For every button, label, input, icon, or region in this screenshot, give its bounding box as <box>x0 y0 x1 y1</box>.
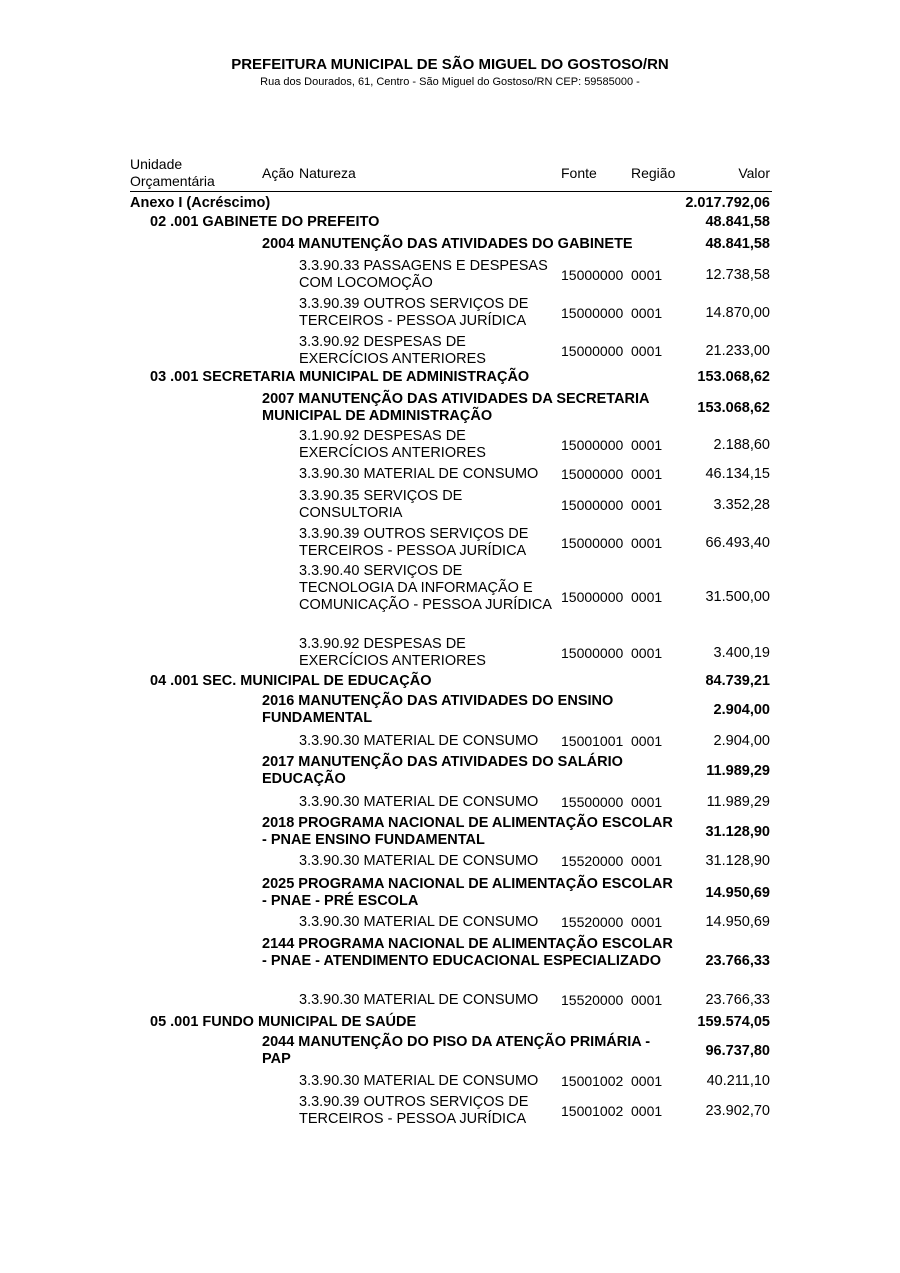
fonte-value: 15001001 <box>561 733 624 749</box>
regiao-value: 0001 <box>631 304 663 321</box>
unidade-label: 03 .001 SECRETARIA MUNICIPAL DE ADMINISTRAÇÃO <box>150 369 530 385</box>
fonte-value: 15000000 <box>561 342 624 359</box>
fonte-value: 15000000 <box>561 466 624 482</box>
fonte-value: 15000000 <box>561 304 624 321</box>
regiao-value: 0001 <box>631 794 663 810</box>
fonte-value: 15000000 <box>561 266 624 283</box>
fonte-value: 15000000 <box>561 534 624 551</box>
valor-value: 23.766,33 <box>705 992 770 1008</box>
regiao-value: 0001 <box>631 534 663 551</box>
column-header-fonte: Fonte <box>561 165 597 181</box>
valor-value: 3.400,19 <box>713 644 770 661</box>
valor-value: 2.017.792,06 <box>685 195 770 211</box>
acao-label: 2018 PROGRAMA NACIONAL DE ALIMENTAÇÃO ESCOLAR - PNAE ENSINO FUNDAMENTAL <box>262 815 673 848</box>
regiao-value: 0001 <box>631 853 663 869</box>
annex-label: Anexo I (Acréscimo) <box>130 195 271 211</box>
fonte-value: 15520000 <box>561 914 624 930</box>
column-header-valor: Valor <box>738 165 770 181</box>
fonte-value: 15520000 <box>561 853 624 869</box>
natureza-label: 3.3.90.39 OUTROS SERVIÇOS DE TERCEIROS - PESSOA JURÍDICA <box>299 526 529 559</box>
natureza-label: 3.3.90.30 MATERIAL DE CONSUMO <box>299 1073 539 1089</box>
valor-value: 48.841,58 <box>705 214 770 230</box>
natureza-label: 3.3.90.40 SERVIÇOS DE TECNOLOGIA DA INFORMAÇÃO E COMUNICAÇÃO - PESSOA JURÍDICA <box>299 563 552 613</box>
fonte-value: 15000000 <box>561 496 624 513</box>
column-header-regiao: Região <box>631 165 676 181</box>
valor-value: 14.950,69 <box>705 914 770 930</box>
acao-label: 2017 MANUTENÇÃO DAS ATIVIDADES DO SALÁRIO EDUCAÇÃO <box>262 754 623 787</box>
natureza-label: 3.3.90.30 MATERIAL DE CONSUMO <box>299 914 539 930</box>
regiao-value: 0001 <box>631 1073 663 1089</box>
regiao-value: 0001 <box>631 466 663 482</box>
fonte-value: 15000000 <box>561 644 624 661</box>
valor-value: 2.904,00 <box>713 733 770 749</box>
valor-value: 84.739,21 <box>705 673 770 689</box>
regiao-value: 0001 <box>631 1102 663 1119</box>
valor-value: 46.134,15 <box>705 466 770 482</box>
natureza-label: 3.3.90.35 SERVIÇOS DE CONSULTORIA <box>299 488 463 521</box>
regiao-value: 0001 <box>631 266 663 283</box>
regiao-value: 0001 <box>631 733 663 749</box>
regiao-value: 0001 <box>631 992 663 1008</box>
natureza-label: 3.1.90.92 DESPESAS DE EXERCÍCIOS ANTERIORES <box>299 428 486 461</box>
regiao-value: 0001 <box>631 342 663 359</box>
natureza-label: 3.3.90.39 OUTROS SERVIÇOS DE TERCEIROS - PESSOA JURÍDICA <box>299 296 529 329</box>
column-header-natureza: Natureza <box>299 165 356 181</box>
header-divider <box>130 191 772 192</box>
fonte-value: 15000000 <box>561 436 624 453</box>
fonte-value: 15001002 <box>561 1102 624 1119</box>
natureza-label: 3.3.90.30 MATERIAL DE CONSUMO <box>299 466 539 482</box>
acao-label: 2007 MANUTENÇÃO DAS ATIVIDADES DA SECRETARIA MUNICIPAL DE ADMINISTRAÇÃO <box>262 391 649 424</box>
unidade-label: 05 .001 FUNDO MUNICIPAL DE SAÚDE <box>150 1014 417 1030</box>
valor-value: 11.989,29 <box>706 794 770 810</box>
valor-value: 31.128,90 <box>705 823 770 840</box>
natureza-label: 3.3.90.39 OUTROS SERVIÇOS DE TERCEIROS - PESSOA JURÍDICA <box>299 1094 529 1127</box>
fonte-value: 15500000 <box>561 794 624 810</box>
valor-value: 31.128,90 <box>705 853 770 869</box>
column-header-unidade-line2: Orçamentária <box>130 173 215 189</box>
natureza-label: 3.3.90.92 DESPESAS DE EXERCÍCIOS ANTERIORES <box>299 636 486 669</box>
regiao-value: 0001 <box>631 436 663 453</box>
natureza-label: 3.3.90.30 MATERIAL DE CONSUMO <box>299 733 539 749</box>
natureza-label: 3.3.90.30 MATERIAL DE CONSUMO <box>299 794 539 810</box>
acao-label: 2025 PROGRAMA NACIONAL DE ALIMENTAÇÃO ESCOLAR - PNAE - PRÉ ESCOLA <box>262 876 673 909</box>
valor-value: 66.493,40 <box>705 534 770 551</box>
valor-value: 14.870,00 <box>705 304 770 321</box>
valor-value: 23.766,33 <box>705 953 770 969</box>
page-title: PREFEITURA MUNICIPAL DE SÃO MIGUEL DO GOSTOSO/RN <box>231 56 669 73</box>
valor-value: 3.352,28 <box>713 496 770 513</box>
column-header-acao: Ação <box>262 165 294 181</box>
valor-value: 11.989,29 <box>706 762 770 779</box>
valor-value: 23.902,70 <box>705 1102 770 1119</box>
regiao-value: 0001 <box>631 914 663 930</box>
valor-value: 153.068,62 <box>697 369 770 385</box>
column-header-unidade-line1: Unidade <box>130 156 183 172</box>
natureza-label: 3.3.90.30 MATERIAL DE CONSUMO <box>299 992 539 1008</box>
fonte-value: 15000000 <box>561 588 624 605</box>
regiao-value: 0001 <box>631 496 663 513</box>
valor-value: 14.950,69 <box>705 884 770 901</box>
acao-label: 2004 MANUTENÇÃO DAS ATIVIDADES DO GABINETE <box>262 236 633 252</box>
natureza-label: 3.3.90.92 DESPESAS DE EXERCÍCIOS ANTERIORES <box>299 334 486 367</box>
valor-value: 31.500,00 <box>705 588 770 605</box>
regiao-value: 0001 <box>631 644 663 661</box>
valor-value: 159.574,05 <box>697 1014 770 1030</box>
valor-value: 2.904,00 <box>713 701 770 718</box>
valor-value: 40.211,10 <box>706 1073 770 1089</box>
acao-label: 2016 MANUTENÇÃO DAS ATIVIDADES DO ENSINO FUNDAMENTAL <box>262 693 614 726</box>
valor-value: 12.738,58 <box>705 266 770 283</box>
natureza-label: 3.3.90.30 MATERIAL DE CONSUMO <box>299 853 539 869</box>
unidade-label: 02 .001 GABINETE DO PREFEITO <box>150 214 380 230</box>
valor-value: 153.068,62 <box>697 399 770 416</box>
column-header-unidade <box>130 156 215 190</box>
fonte-value: 15001002 <box>561 1073 624 1089</box>
valor-value: 21.233,00 <box>705 342 770 359</box>
valor-value: 48.841,58 <box>705 236 770 252</box>
acao-label: 2144 PROGRAMA NACIONAL DE ALIMENTAÇÃO ESCOLAR - PNAE - ATENDIMENTO EDUCACIONAL ESPECIALIZADO <box>262 936 673 969</box>
valor-value: 2.188,60 <box>713 436 770 453</box>
valor-value: 96.737,80 <box>705 1042 770 1059</box>
unidade-label: 04 .001 SEC. MUNICIPAL DE EDUCAÇÃO <box>150 673 432 689</box>
regiao-value: 0001 <box>631 588 663 605</box>
natureza-label: 3.3.90.33 PASSAGENS E DESPESAS COM LOCOMOÇÃO <box>299 258 548 291</box>
fonte-value: 15520000 <box>561 992 624 1008</box>
acao-label: 2044 MANUTENÇÃO DO PISO DA ATENÇÃO PRIMÁRIA - PAP <box>262 1034 651 1067</box>
address-line: Rua dos Dourados, 61, Centro - São Miguel do Gostoso/RN CEP: 59585000 - <box>260 76 640 88</box>
